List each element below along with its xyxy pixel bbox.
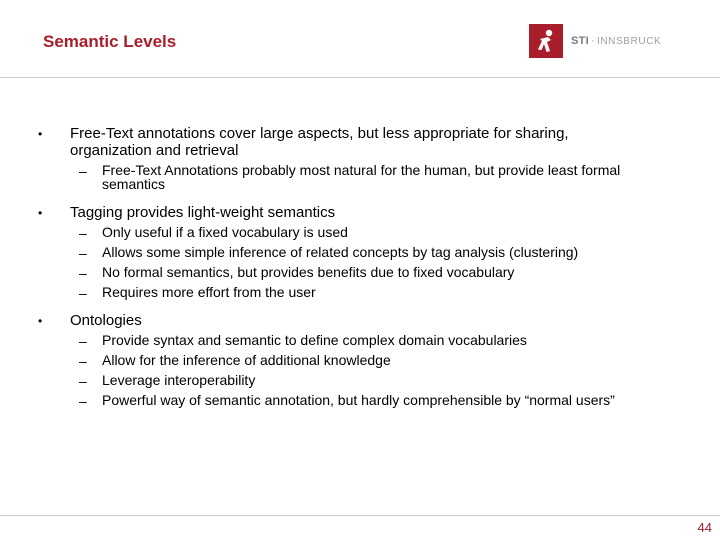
dash-marker: –	[79, 245, 87, 261]
sub-item-text: No formal semantics, but provides benefits due to fixed vocabulary	[102, 264, 515, 280]
bullet-item	[0, 125, 720, 191]
slide-body	[0, 125, 720, 412]
bullet-marker: •	[38, 127, 43, 141]
sti-logo-icon	[529, 24, 563, 58]
sub-item	[0, 333, 720, 348]
page-number: 44	[697, 520, 712, 535]
header-divider	[0, 77, 720, 78]
sub-list	[0, 225, 720, 300]
slide-title: Semantic Levels	[43, 32, 177, 51]
bullet-item	[0, 312, 720, 407]
sub-item-text: Allows some simple inference of related concepts by tag analysis (clustering)	[102, 244, 579, 260]
sub-item	[0, 245, 720, 260]
dash-marker: –	[79, 265, 87, 281]
bullet-item	[0, 204, 720, 300]
sub-item-text: Powerful way of semantic annotation, but hardly comprehensible by “normal users”	[102, 392, 615, 408]
sub-item-text: Leverage interoperability	[102, 372, 256, 388]
bullet-marker: •	[38, 314, 43, 328]
dash-marker: –	[79, 163, 87, 179]
sub-item-text: Provide syntax and semantic to define complex domain vocabularies	[102, 332, 527, 348]
bullet-marker: •	[38, 206, 43, 220]
sub-item	[0, 373, 720, 388]
sub-item	[0, 393, 720, 407]
dash-marker: –	[79, 373, 87, 389]
logo-wordmark	[571, 35, 661, 47]
bullet-text: Tagging provides light-weight semantics	[70, 204, 336, 221]
footer-divider	[0, 515, 720, 516]
sub-item	[0, 163, 720, 191]
sub-item	[0, 285, 720, 300]
sub-item-text: Allow for the inference of additional knowledge	[102, 352, 391, 368]
sub-item	[0, 353, 720, 368]
bullet-text: Free-Text annotations cover large aspects, but less appropriate for sharing, organization and retrieval	[70, 125, 569, 159]
sub-item-text: Free-Text Annotations probably most natural for the human, but provide least formal semantics	[102, 162, 621, 192]
sub-list	[0, 333, 720, 407]
sub-item-text: Requires more effort from the user	[102, 284, 316, 300]
sub-item-text: Only useful if a fixed vocabulary is used	[102, 224, 348, 240]
bullet-text: Ontologies	[70, 312, 142, 329]
sub-list	[0, 163, 720, 191]
dash-marker: –	[79, 285, 87, 301]
sub-item	[0, 225, 720, 240]
dash-marker: –	[79, 393, 87, 409]
logo-location: INNSBRUCK	[596, 36, 662, 47]
logo-separator: ·	[591, 35, 595, 47]
dash-marker: –	[79, 225, 87, 241]
sub-item	[0, 265, 720, 280]
logo-brand: STI	[571, 35, 590, 47]
dash-marker: –	[79, 333, 87, 349]
dash-marker: –	[79, 353, 87, 369]
